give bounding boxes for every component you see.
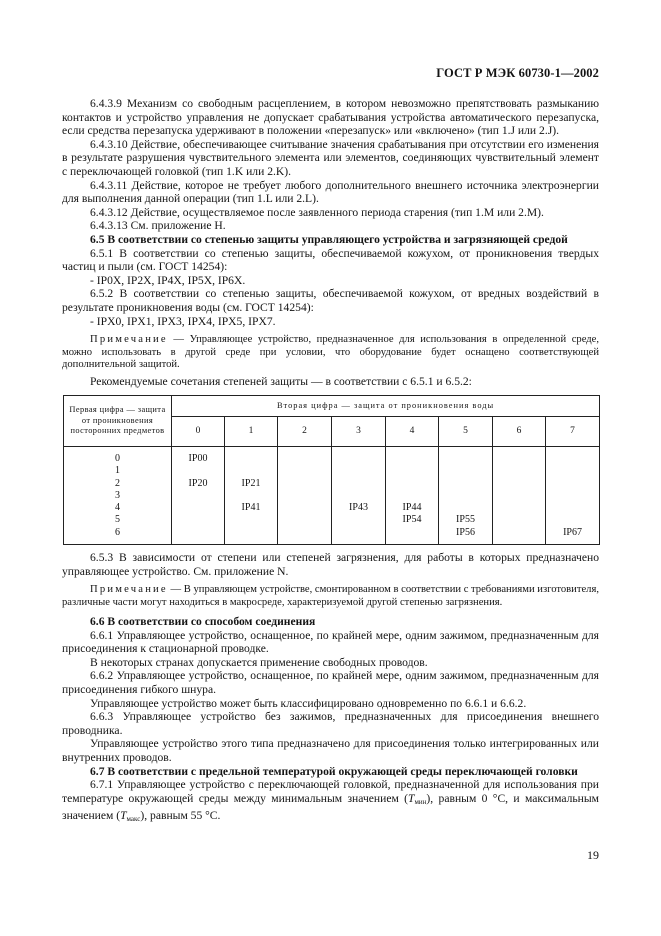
column-header: 1 xyxy=(225,416,278,446)
table-cell xyxy=(278,527,331,539)
row-label: 1 xyxy=(115,465,120,477)
table-cell xyxy=(332,527,385,539)
paragraph-6-6-2-note: Управляющее устройство может быть классифицировано одновременно по 6.6.1 и 6.6.2. xyxy=(90,696,527,710)
paragraph-6-5-1: 6.5.1 В соответствии со степенью защиты, обеспечиваемой кожухом, от проникновения твердых частиц и пыли (см. ГОСТ 14254): xyxy=(62,246,599,274)
table-cell: IP56 xyxy=(456,526,475,538)
column-5-cells xyxy=(439,446,493,544)
table-cell xyxy=(278,478,331,490)
table-cell xyxy=(493,514,545,526)
table-cell xyxy=(225,527,277,539)
symbol-t-max: T xyxy=(120,809,127,823)
column-header: 7 xyxy=(546,416,600,446)
column-header: 2 xyxy=(278,416,332,446)
table-cell xyxy=(439,453,492,465)
paragraph-6-6-1-note: В некоторых странах допускается применение свободных проводов. xyxy=(90,655,428,669)
table-cell xyxy=(546,502,599,514)
table-cell xyxy=(332,490,385,502)
column-4-cells xyxy=(386,446,439,544)
table-cell xyxy=(546,453,599,465)
table-cell xyxy=(386,453,438,465)
row-label: 5 xyxy=(115,514,120,526)
table-cell: IP54 xyxy=(402,514,422,526)
note-1 xyxy=(62,334,599,371)
table-cell xyxy=(172,527,224,539)
table-cell xyxy=(386,490,438,502)
table-cell xyxy=(225,514,277,526)
note-1-label: Примечание xyxy=(90,334,168,346)
row-labels xyxy=(64,446,172,544)
table-cell xyxy=(278,490,331,502)
paragraph-6-6-3-note: Управляющее устройство этого типа предназначено для присоединения только интегрированных или внутренних проводов. xyxy=(62,737,599,764)
table-cell xyxy=(493,502,545,514)
column-1-cells xyxy=(225,446,278,544)
paragraph-6-4-3-11: 6.4.3.11 Действие, которое не требует любого дополнительного внешнего источника электроэнергии для выполнения данной операции (тип 1.L или 2.L). xyxy=(62,178,599,206)
table-cell xyxy=(332,453,385,465)
paragraph-6-6-1: 6.6.1 Управляющее устройство, оснащенное, по крайней мере, одним зажимом, предназначенным для присоединения к стационарной проводке. xyxy=(62,628,599,656)
table-cell: IP00 xyxy=(188,452,208,464)
table-cell xyxy=(546,478,599,490)
table-cell xyxy=(278,465,331,477)
table-cell xyxy=(278,502,331,514)
section-heading-6-5: 6.5 В соответствии со степенью защиты управляющего устройства и загрязняющей средой xyxy=(90,232,568,246)
note-1-text: — Управляющее устройство, предназначенное для использования в определенной среде, можно использовать в другой среде при условии, что оборудование будет оснащено соответствующей дополнительной защитой. xyxy=(62,334,599,370)
table-cell xyxy=(386,527,438,539)
table-cell xyxy=(439,465,492,477)
paragraph-6-4-3-10: 6.4.3.10 Действие, обеспечивающее считывание значения срабатывания при отсутствии его изменения в результате разрушения чувствительного элемента или элементов, соединяющих чувствительный элемент с переключающей головкой (тип 1.K или 2.K). xyxy=(62,137,599,178)
column-header: 5 xyxy=(439,416,493,446)
table-cell xyxy=(172,502,224,514)
table-cell xyxy=(439,502,492,514)
column-header: 0 xyxy=(172,416,225,446)
table-cell xyxy=(439,478,492,490)
subscript-max: макс xyxy=(126,815,141,824)
paragraph-6-7-1 xyxy=(62,778,599,827)
paragraph-6-5-2: 6.5.2 В соответствии со степенью защиты, обеспечиваемой кожухом, от вредных воздействий в результате проникновения воды (см. ГОСТ 14254): xyxy=(62,287,599,314)
table-cell xyxy=(225,490,277,502)
table-cell: IP55 xyxy=(456,514,475,526)
first-digit-header: Первая цифра — защита от проникновения посторонних предметов xyxy=(64,395,172,446)
table-cell xyxy=(493,453,545,465)
row-label: 6 xyxy=(115,526,120,538)
section-heading-6-6: 6.6 В соответствии со способом соединения xyxy=(90,614,316,628)
column-header: 6 xyxy=(493,416,546,446)
paragraph-6-4-3-12: 6.4.3.12 Действие, осуществляемое после заявленного периода старения (тип 1.M или 2.M). xyxy=(90,205,544,219)
table-cell xyxy=(172,490,224,502)
column-2-cells xyxy=(278,446,332,544)
table-cell xyxy=(493,527,545,539)
table-cell xyxy=(493,490,545,502)
table-cell: IP43 xyxy=(349,502,368,514)
table-cell xyxy=(172,465,224,477)
row-label: 4 xyxy=(115,502,120,514)
table-cell xyxy=(225,465,277,477)
paragraph-6-7-1-part-b: ), равным 0 °C, и максимальным значением ( xyxy=(62,791,600,823)
paragraph-6-4-3-9: 6.4.3.9 Механизм со свободным расцеплением, в котором невозможно препятствовать размыканию контактов и устройство управления не допускает срабатывания устройства автоматического перезапуска, если средства перезапуска удерживают в положении «перезапуск» или «включено» (тип 1.J или 2.J). xyxy=(62,97,599,138)
table-cell: IP67 xyxy=(563,526,582,538)
paragraph-6-7-1-part-c: ), равным 55 °C. xyxy=(140,809,221,823)
second-digit-header: Вторая цифра — защита от проникновения воды xyxy=(172,395,600,416)
table-cell xyxy=(493,478,545,490)
paragraph-6-5-3: 6.5.3 В зависимости от степени или степеней загрязнения, для работы в которых предназначено управляющее устройство. См. приложение N. xyxy=(62,550,599,578)
ip-combinations-table xyxy=(63,395,600,545)
table-cell xyxy=(546,465,599,477)
table-cell xyxy=(278,453,331,465)
note-2 xyxy=(62,584,599,609)
subscript-min: мин xyxy=(414,797,427,806)
paragraph-6-7-1-part-a: 6.7.1 Управляющее устройство с переключающей головкой, предназначенной для использования при температуре окружающей среды между минимальным значением ( xyxy=(62,778,599,805)
table-cell: IP21 xyxy=(241,477,261,489)
section-heading-6-7: 6.7 В соответствии с предельной температурой окружающей среды переключающей головки xyxy=(90,764,578,778)
recommendation-text: Рекомендуемые сочетания степеней защиты — в соответствии с 6.5.1 и 6.5.2: xyxy=(90,375,472,389)
table-cell xyxy=(439,490,492,502)
paragraph-6-6-2: 6.6.2 Управляющее устройство, оснащенное, по крайней мере, одним зажимом, предназначенным для присоединения гибкого шнура. xyxy=(62,669,599,696)
column-6-cells xyxy=(493,446,546,544)
page-content xyxy=(62,97,599,827)
table-cell xyxy=(225,453,277,465)
table-cell xyxy=(332,465,385,477)
list-6-5-1: - IP0X, IP2X, IP4X, IP5X, IP6X. xyxy=(90,273,246,287)
row-label: 3 xyxy=(115,489,120,501)
table-cell: IP41 xyxy=(241,502,261,514)
table-cell: IP44 xyxy=(402,502,422,514)
document-header: ГОСТ Р МЭК 60730-1—2002 xyxy=(436,66,599,80)
table-cell xyxy=(546,490,599,502)
row-label: 0 xyxy=(115,452,120,464)
column-3-cells xyxy=(332,446,386,544)
column-0-cells xyxy=(172,446,225,544)
paragraph-6-6-3: 6.6.3 Управляющее устройство без зажимов, предназначенных для присоединения внешнего проводника. xyxy=(62,710,599,737)
column-header: 4 xyxy=(386,416,439,446)
row-label: 2 xyxy=(115,477,120,489)
table-cell xyxy=(493,465,545,477)
note-2-text: — В управляющем устройстве, смонтированном в соответствии с требованиями изготовителя, различные части могут находиться в макросреде, характеризуемой другой степенью загрязнения. xyxy=(62,584,599,608)
table-cell xyxy=(332,478,385,490)
table-cell xyxy=(386,478,438,490)
paragraph-6-4-3-13: 6.4.3.13 См. приложение H. xyxy=(90,219,226,233)
table-cell xyxy=(546,514,599,526)
table-cell xyxy=(386,465,438,477)
list-6-5-2: - IPX0, IPX1, IPX3, IPX4, IPX5, IPX7. xyxy=(90,314,276,328)
symbol-t-min: T xyxy=(408,791,415,805)
table-cell xyxy=(332,514,385,526)
note-2-label: Примечание xyxy=(90,584,168,596)
table-cell: IP20 xyxy=(188,477,208,489)
table-cell xyxy=(172,514,224,526)
column-7-cells xyxy=(546,446,600,544)
table-cell xyxy=(278,514,331,526)
page-number: 19 xyxy=(587,848,599,862)
column-header: 3 xyxy=(332,416,386,446)
